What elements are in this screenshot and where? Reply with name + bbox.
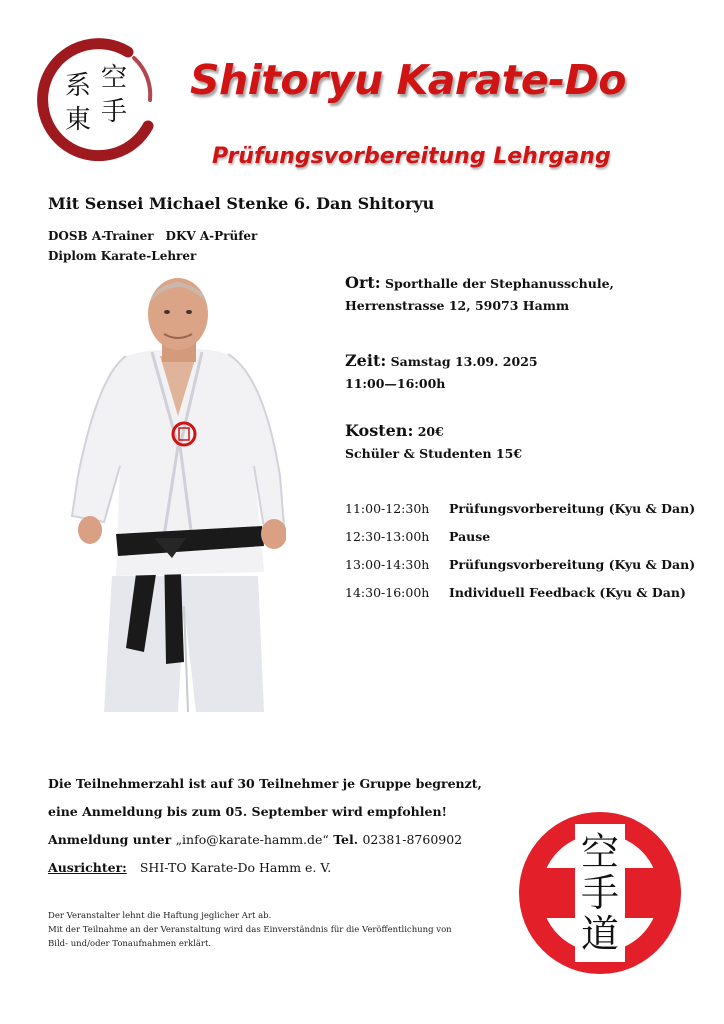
- emblem-kanji-kara: 空: [580, 830, 620, 874]
- anmeldung-label: Anmeldung unter: [48, 832, 172, 847]
- location-block: [345, 272, 614, 317]
- cost-block: [345, 420, 522, 465]
- qualification-trainer: DOSB A-Trainer: [48, 229, 154, 243]
- registration-notice: [48, 770, 482, 882]
- schedule-time: 11:00-12:30h: [345, 501, 430, 516]
- schedule-desc: Pause: [449, 529, 491, 544]
- organizer-name: SHI-TO Karate-Do Hamm e. V.: [139, 860, 332, 875]
- sensei-qualifications: [48, 226, 257, 266]
- schedule: [345, 499, 695, 611]
- zeit-line1: Samstag 13.09. 2025: [390, 354, 538, 369]
- notice-line1: Die Teilnehmerzahl ist auf 30 Teilnehmer je Gruppe begrenzt,: [48, 776, 482, 791]
- schedule-row: [345, 527, 695, 555]
- kosten-reduced: Schüler & Studenten 15€: [345, 446, 523, 461]
- schedule-desc: Individuell Feedback (Kyu & Dan): [449, 585, 686, 600]
- ort-line1: Sporthalle der Stephanusschule,: [385, 276, 614, 291]
- qualification-diplom: Diplom Karate-Lehrer: [48, 249, 197, 263]
- zeit-line2: 11:00—16:00h: [345, 376, 446, 391]
- schedule-desc: Prüfungsvorbereitung (Kyu & Dan): [449, 557, 696, 572]
- schedule-time: 12:30-13:00h: [345, 529, 430, 544]
- page-title: Shitoryu Karate-Do: [190, 56, 626, 104]
- page-subtitle: Prüfungsvorbereitung Lehrgang: [212, 144, 611, 169]
- disclaimer-line3: Bild- und/oder Tonaufnahmen erklärt.: [48, 939, 212, 949]
- emblem-kanji-te: 手: [580, 871, 620, 915]
- phone-number: 02381-8760902: [362, 832, 463, 847]
- disclaimer-line2: Mit der Teilnahme an der Veranstaltung wird das Einverständnis für die Veröffentlichung von: [48, 925, 452, 935]
- logo-kanji-bottom-left: 東: [64, 105, 92, 135]
- kosten-value: 20€: [417, 424, 444, 439]
- logo-kanji-bottom-right: 手: [100, 97, 128, 127]
- ausrichter-label: Ausrichter:: [48, 860, 127, 875]
- ort-label: Ort:: [345, 273, 381, 292]
- schedule-time: 14:30-16:00h: [345, 585, 430, 600]
- logo-kanji-top-right: 空: [100, 63, 128, 93]
- sensei-line: Mit Sensei Michael Stenke 6. Dan Shitoryu: [48, 194, 435, 213]
- registration-line: [48, 826, 482, 854]
- organizer-line: [48, 854, 482, 882]
- disclaimer-line1: Der Veranstalter lehnt die Haftung jeglicher Art ab.: [48, 911, 272, 921]
- schedule-row: [345, 555, 695, 583]
- qualification-pruefer: DKV A-Prüfer: [165, 229, 258, 243]
- time-block: [345, 350, 538, 395]
- schedule-row: [345, 499, 695, 527]
- shitoryu-logo: [30, 30, 166, 166]
- schedule-desc: Prüfungsvorbereitung (Kyu & Dan): [449, 501, 696, 516]
- schedule-time: 13:00-14:30h: [345, 557, 430, 572]
- emblem-kanji-do: 道: [580, 912, 620, 956]
- disclaimer: [48, 909, 452, 951]
- email-link[interactable]: „info@karate-hamm.de“: [175, 832, 329, 847]
- zeit-label: Zeit:: [345, 351, 387, 370]
- sensei-photo: [68, 276, 286, 716]
- ort-line2: Herrenstrasse 12, 59073 Hamm: [345, 298, 570, 313]
- notice-line2: eine Anmeldung bis zum 05. September wird empfohlen!: [48, 804, 448, 819]
- tel-label: Tel.: [333, 832, 359, 847]
- karate-do-emblem: [517, 810, 683, 976]
- schedule-row: [345, 583, 695, 611]
- kosten-label: Kosten:: [345, 421, 414, 440]
- logo-kanji-top-left: 系: [64, 71, 92, 101]
